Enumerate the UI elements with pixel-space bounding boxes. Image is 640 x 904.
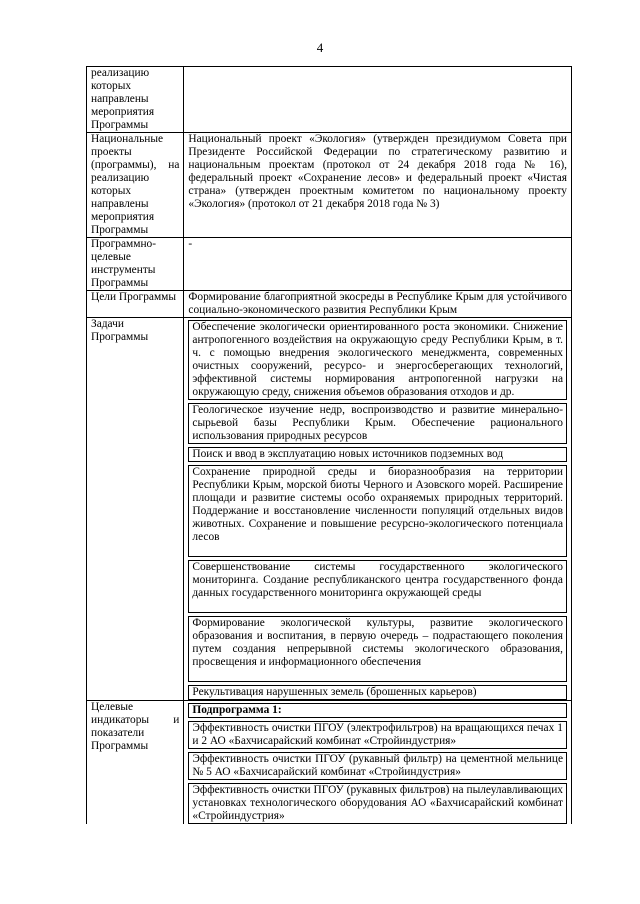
indicator-item: Эффективность очистки ПГОУ (рукавных фильтров) на пылеулавливающих установках технологического оборудования АО «Бахчисарайский комбинат «Стройиндустрия»: [188, 783, 567, 824]
tasks-cell: [184, 318, 572, 701]
indicators-label: Целевые индикаторы и показатели Программы: [91, 701, 180, 752]
task-item: Совершенствование системы государственного экологического мониторинга. Создание республиканского центра государственного фонда данных государственного мониторинга окружающей среды: [188, 560, 567, 613]
row-label-cell: [87, 701, 184, 825]
table-row-tasks: [87, 318, 572, 701]
row-content-cell: [184, 238, 572, 291]
row-content-cell: [184, 67, 572, 133]
indicator-item: Эффективность очистки ПГОУ (рукавный фильтр) на цементной мельнице № 5 АО «Бахчисарайский комбинат «Стройиндустрия»: [188, 752, 567, 780]
row-label-cell: [87, 238, 184, 291]
row-label-cell: [87, 133, 184, 238]
subprogram-title: Подпрограмма 1:: [188, 703, 567, 718]
indicator-item: Эффективность очистки ПГОУ (электрофильтров) на вращающихся печах 1 и 2 АО «Бахчисарайский комбинат «Стройиндустрия»: [188, 721, 567, 749]
table-row: [87, 133, 572, 238]
indicators-cell: [184, 701, 572, 825]
row-label-cell: [87, 67, 184, 133]
program-passport-table: [86, 66, 572, 824]
task-item: Сохранение природной среды и биоразнообразия на территории Республики Крым, морской биоты Черного и Азовского морей. Расширение площади и развитие системы особо охраняемых природных территорий. Поддержание и восстановление численности популяций отдельных видов животных. Сохранение и повышение ресурсно-экологического потенциала лесов: [188, 465, 567, 557]
task-item: Рекультивация нарушенных земель (брошенных карьеров): [188, 685, 567, 700]
task-item: Обеспечение экологически ориентированного роста экономики. Снижение антропогенного воздействия на окружающую среду Республики Крым, в т. ч. с помощью внедрения экологического менеджмента, современных очистных сооружений, ресурсо- и энергосберегающих технологий, эффективной системы нормирования антропогенной нагрузки на окружающую среду, снижения объемов образования отходов и др.: [188, 320, 567, 400]
table-row: [87, 238, 572, 291]
row-label: Национальные проекты (программы), на реализацию которых направлены мероприятия Программы: [91, 133, 180, 236]
row-content: -: [188, 238, 193, 250]
row-content-cell: [184, 291, 572, 318]
row-label: реализацию которых направлены мероприятия Программы: [91, 67, 155, 131]
task-item: Геологическое изучение недр, воспроизводство и развитие минерально-сырьевой базы Республики Крым. Обеспечение рационального использования природных ресурсов: [188, 403, 567, 444]
row-content-cell: [184, 133, 572, 238]
table-row-indicators: [87, 701, 572, 825]
table-row: [87, 67, 572, 133]
row-content: Формирование благоприятной экосреды в Республике Крым для устойчивого социально-экономического развития Республики Крым: [188, 291, 567, 316]
row-label-cell: [87, 291, 184, 318]
task-item: Формирование экологической культуры, развитие экологического образования и воспитания, в первую очередь – подрастающего поколения путем создания непрерывной системы экологического образования, просвещения и информационного обеспечения: [188, 616, 567, 682]
row-label: Программно-целевые инструменты Программы: [91, 238, 157, 289]
row-content: Национальный проект «Экология» (утвержден президиумом Совета при Президенте Российской Федерации по стратегическому развитию и национальным проектам (протокол от 24 декабря 2018 года № 16), федеральный проект «Сохранение лесов» и федеральный проект «Чистая страна» (утвержден проектным комитетом по национальному проекту «Экология» (протокол от 21 декабря 2018 года № 3): [188, 133, 567, 210]
page-number: 4: [316, 40, 324, 55]
row-label-cell: [87, 318, 184, 701]
row-label: Цели Программы: [91, 291, 177, 303]
table-row: [87, 291, 572, 318]
tasks-label: Задачи Программы: [91, 318, 149, 343]
task-item: Поиск и ввод в эксплуатацию новых источников подземных вод: [188, 447, 567, 462]
